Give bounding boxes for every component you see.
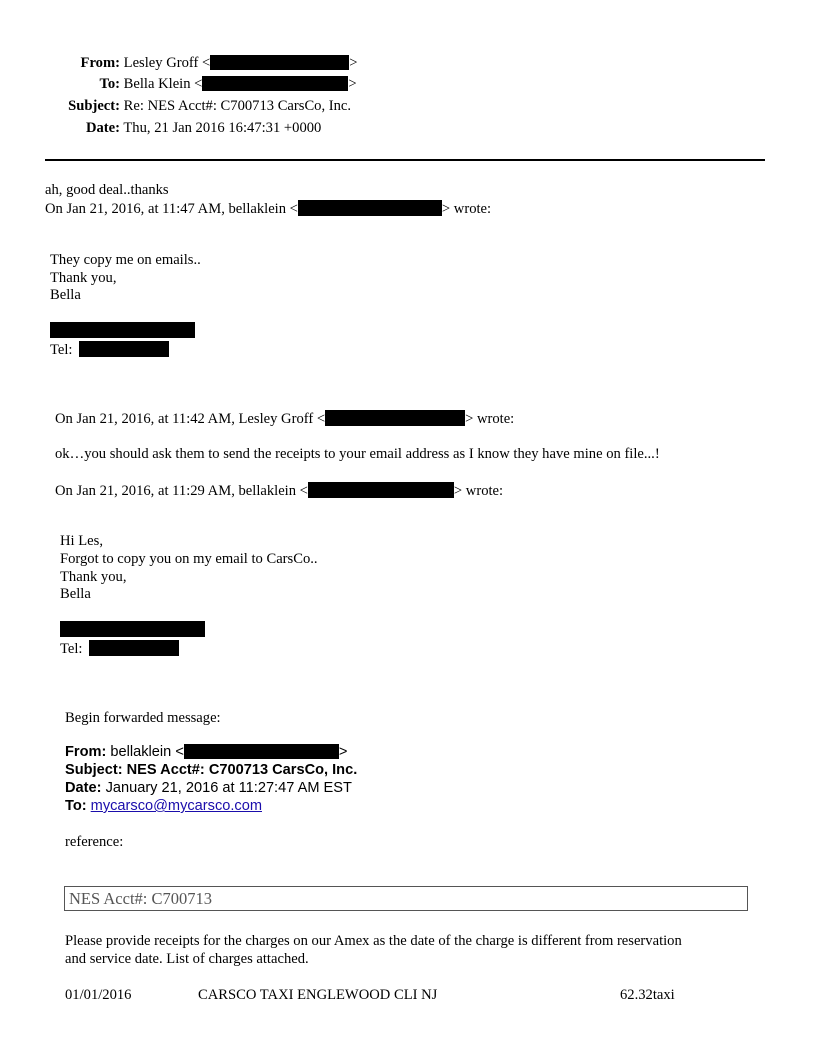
redacted-email (202, 76, 348, 91)
forwarded-to-row (65, 798, 262, 815)
from-value: Lesley Groff < (123, 55, 211, 71)
redacted-phone (89, 640, 179, 656)
forwarded-date-value: January 21, 2016 at 11:27:47 AM EST (105, 780, 352, 796)
message-line: Forgot to copy you on my email to CarsCo.. (60, 551, 318, 567)
quote-attribution-prefix: On Jan 21, 2016, at 11:29 AM, bellaklein < (55, 483, 308, 499)
account-number-box: NES Acct#: C700713 (64, 886, 748, 911)
header-to-row (40, 76, 357, 93)
forwarded-body-line: and service date. List of charges attached. (65, 951, 309, 967)
redacted-email (325, 410, 465, 426)
forwarded-subject-label: Subject: (65, 762, 123, 778)
forwarded-intro: Begin forwarded message: (65, 710, 221, 726)
signature-name: Bella (60, 586, 91, 602)
forwarded-subject-row (65, 762, 357, 779)
message-line: Thank you, (60, 569, 127, 585)
reply-line: ah, good deal..thanks (45, 182, 169, 198)
from-tail: > (349, 55, 358, 71)
forwarded-body-line: Please provide receipts for the charges on our Amex as the date of the charge is different from reservation (65, 933, 682, 949)
redacted-signature (60, 621, 205, 637)
header-subject-row (40, 98, 351, 115)
quote-attribution-suffix: > wrote: (441, 201, 492, 217)
header-from-row (40, 55, 357, 72)
forwarded-to-label: To: (65, 798, 87, 814)
tel-label: Tel: (60, 641, 83, 657)
quote-attribution (55, 410, 514, 428)
charge-date: 01/01/2016 (65, 987, 132, 1003)
forwarded-to-email-link[interactable]: mycarsco@mycarsco.com (90, 798, 262, 814)
forwarded-date-row (65, 780, 352, 797)
header-divider (45, 159, 765, 161)
message-line: They copy me on emails.. (50, 252, 201, 268)
forwarded-from-tail: > (338, 744, 348, 760)
header-date-row (40, 120, 321, 137)
from-label: From: (80, 55, 120, 71)
forwarded-from-label: From: (65, 744, 107, 760)
redacted-email (210, 55, 349, 70)
redacted-email (184, 744, 339, 759)
message-line: Thank you, (50, 270, 117, 286)
quote-attribution-suffix: > wrote: (465, 411, 515, 427)
quote-attribution-prefix: On Jan 21, 2016, at 11:47 AM, bellaklein < (45, 201, 298, 217)
reference-label: reference: (65, 834, 124, 850)
quote-attribution (45, 200, 491, 218)
subject-label: Subject: (68, 98, 120, 114)
forwarded-subject-value: NES Acct#: C700713 CarsCo, Inc. (126, 762, 358, 778)
redacted-signature (50, 322, 195, 338)
quote-attribution-suffix: > wrote: (453, 483, 504, 499)
forwarded-date-label: Date: (65, 780, 102, 796)
quote-attribution-prefix: On Jan 21, 2016, at 11:42 AM, Lesley Groff < (55, 411, 326, 427)
charge-description: CARSCO TAXI ENGLEWOOD CLI NJ (198, 987, 438, 1003)
to-value: Bella Klein < (123, 76, 203, 92)
tel-row (60, 640, 179, 658)
redacted-email (308, 482, 454, 498)
message-line: Hi Les, (60, 533, 103, 549)
date-value: Thu, 21 Jan 2016 16:47:31 +0000 (123, 120, 322, 136)
quote-attribution (55, 482, 503, 500)
date-label: Date: (85, 120, 120, 136)
forwarded-from-row (65, 744, 347, 761)
tel-label: Tel: (50, 342, 73, 358)
message-body: ok…you should ask them to send the receipts to your email address as I know they have mine on file...! (55, 446, 660, 462)
forwarded-from-value: bellaklein < (110, 744, 184, 760)
to-label: To: (99, 76, 120, 92)
signature-name: Bella (50, 287, 81, 303)
redacted-phone (79, 341, 169, 357)
charge-amount: 62.32taxi (620, 987, 675, 1003)
tel-row (50, 341, 169, 359)
to-tail: > (348, 76, 357, 92)
redacted-email (298, 200, 442, 216)
subject-value: Re: NES Acct#: C700713 CarsCo, Inc. (123, 98, 352, 114)
